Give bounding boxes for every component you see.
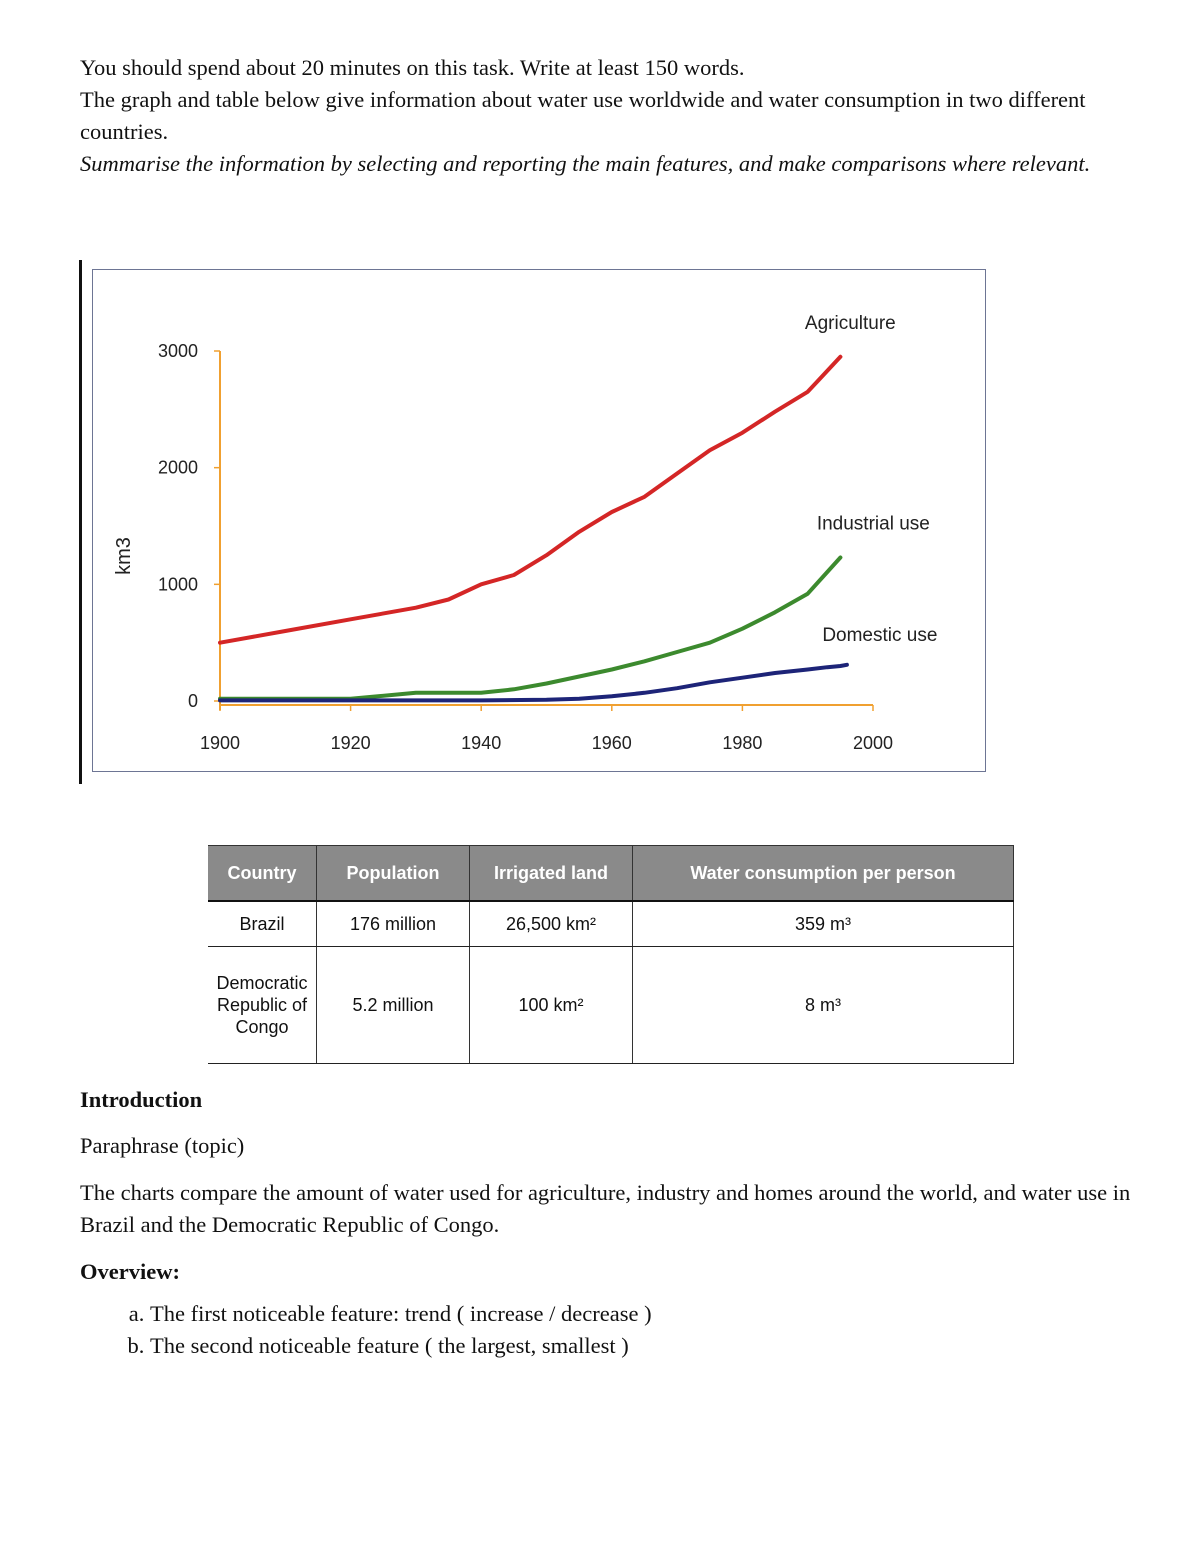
header-water-consumption: Water consumption per person — [633, 846, 1014, 902]
x-tick-label: 1900 — [199, 733, 241, 753]
cell-population: 176 million — [317, 901, 470, 947]
introduction-heading: Introduction — [80, 1087, 203, 1112]
paraphrase-text: The charts compare the amount of water used for agriculture, industry and homes around the world, and water use in Brazil and the Democratic Republic of Congo. — [80, 1180, 1131, 1237]
introduction-section — [80, 1084, 1170, 1362]
chart-series — [220, 357, 847, 701]
task-line-1: You should spend about 20 minutes on this task. Write at least 150 words. — [80, 55, 745, 80]
y-axis-label: km3 — [113, 537, 135, 575]
water-use-line-chart — [92, 269, 986, 772]
table-row — [208, 901, 1014, 947]
overview-item: b. The second noticeable feature ( the largest, smallest ) — [150, 1330, 1170, 1362]
overview-item: a. The first noticeable feature: trend ( increase / decrease ) — [150, 1298, 1170, 1330]
chart-left-bar — [79, 260, 82, 784]
water-consumption-table — [208, 845, 1014, 1064]
chart-labels — [805, 313, 937, 646]
x-tick-label: 1980 — [722, 733, 763, 753]
series-label-industrial-use: Industrial use — [816, 513, 930, 535]
cell-irrigated-land: 100 km² — [470, 947, 633, 1064]
paraphrase-label: Paraphrase (topic) — [80, 1133, 245, 1158]
x-tick-label: 1940 — [461, 733, 502, 753]
task-instructions — [80, 52, 1150, 180]
task-line-3: Summarise the information by selecting and reporting the main features, and make comparisons where relevant. — [80, 151, 1091, 176]
cell-country: Brazil — [208, 901, 317, 947]
y-tick-label: 0 — [187, 691, 198, 711]
cell-population: 5.2 million — [317, 947, 470, 1064]
y-tick-label: 3000 — [157, 341, 198, 361]
series-label-domestic-use: Domestic use — [822, 624, 938, 646]
table-header-row — [208, 846, 1014, 902]
cell-water-consumption: 8 m³ — [633, 947, 1014, 1064]
series-label-agriculture: Agriculture — [804, 312, 896, 334]
cell-water-consumption: 359 m³ — [633, 901, 1014, 947]
x-tick-label: 1920 — [330, 733, 371, 753]
x-tick-label: 2000 — [852, 733, 894, 753]
header-irrigated-land: Irrigated land — [470, 846, 633, 902]
task-line-2: The graph and table below give information about water use worldwide and water consumption in two different countries. — [80, 87, 1086, 144]
table-row — [208, 947, 1014, 1064]
x-tick-label: 1960 — [591, 733, 632, 753]
overview-list — [80, 1298, 1170, 1362]
y-tick-label: 2000 — [157, 457, 198, 478]
series-line-domestic-use — [220, 665, 847, 701]
overview-heading: Overview: — [80, 1259, 180, 1284]
cell-country: Democratic Republic of Congo — [208, 947, 317, 1064]
header-population: Population — [317, 846, 470, 902]
header-country: Country — [208, 846, 317, 902]
series-line-agriculture — [220, 357, 840, 643]
y-tick-label: 1000 — [157, 574, 198, 595]
cell-irrigated-land: 26,500 km² — [470, 901, 633, 947]
